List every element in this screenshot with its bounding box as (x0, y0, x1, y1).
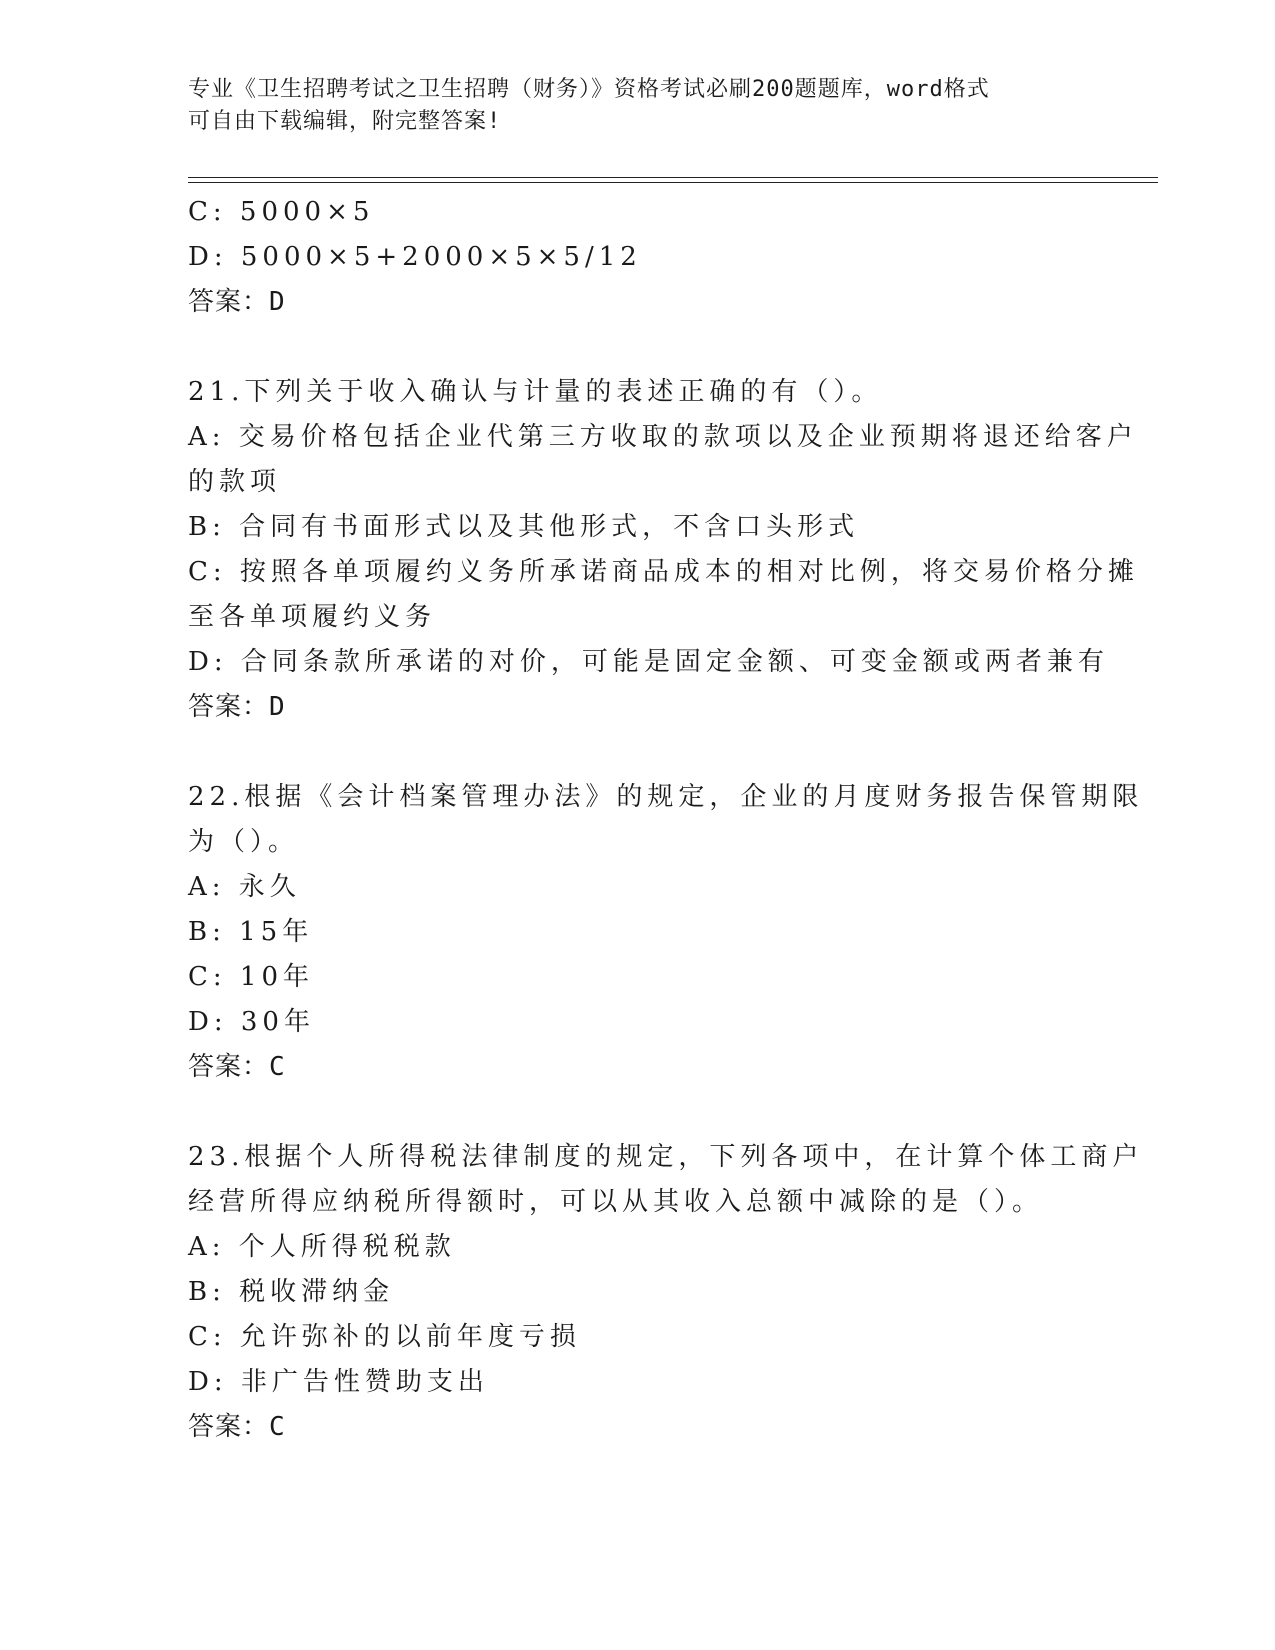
answer-line: 答案：C (188, 1052, 286, 1082)
option-a: A: 交易价格包括企业代第三方收取的款项以及企业预期将退还给客户 (188, 422, 1138, 452)
header-divider-top (188, 177, 1158, 178)
question-stem: 22.根据《会计档案管理办法》的规定，企业的月度财务报告保管期限 (188, 782, 1144, 812)
option-a-continued: 的款项 (188, 467, 282, 497)
spacer (188, 325, 1088, 370)
header-title-line-1: 专业《卫生招聘考试之卫生招聘（财务）》资格考试必刷200题题库，word格式 (188, 77, 990, 102)
document-header (188, 74, 1068, 138)
option-d: D: 30年 (188, 1007, 315, 1037)
question-stem: 21.下列关于收入确认与计量的表述正确的有（）。 (188, 377, 883, 407)
header-divider-bottom (188, 182, 1158, 183)
option-a: A: 永久 (188, 872, 301, 902)
option-c: C: 按照各单项履约义务所承诺商品成本的相对比例，将交易价格分摊 (188, 557, 1139, 587)
question-20-tail (188, 190, 1088, 325)
option-b: B: 15年 (188, 917, 314, 947)
question-stem-continued: 经营所得应纳税所得额时，可以从其收入总额中减除的是（）。 (188, 1187, 1044, 1217)
option-c-continued: 至各单项履约义务 (188, 602, 437, 632)
header-title-line-2: 可自由下载编辑，附完整答案! (188, 109, 502, 134)
option-b: B: 税收滞纳金 (188, 1277, 395, 1307)
question-22 (188, 775, 1144, 1090)
option-d: D: 合同条款所承诺的对价，可能是固定金额、可变金额或两者兼有 (188, 647, 1109, 677)
question-list (188, 190, 1144, 1450)
option-d: D: 非广告性赞助支出 (188, 1367, 489, 1397)
option-c: C: 5000×5 (188, 197, 375, 227)
option-d: D: 5000×5+2000×5×5/12 (188, 242, 642, 272)
answer-line: 答案：C (188, 1412, 286, 1442)
option-c: C: 10年 (188, 962, 315, 992)
answer-line: 答案：D (188, 692, 286, 722)
option-b: B: 合同有书面形式以及其他形式，不含口头形式 (188, 512, 860, 542)
answer-line: 答案：D (188, 287, 286, 317)
option-a: A: 个人所得税税款 (188, 1232, 456, 1262)
question-stem-continued: 为（）。 (188, 827, 300, 857)
question-stem: 23.根据个人所得税法律制度的规定，下列各项中，在计算个体工商户 (188, 1142, 1144, 1172)
question-23 (188, 1135, 1144, 1450)
option-c: C: 允许弥补的以前年度亏损 (188, 1322, 581, 1352)
spacer (188, 1090, 1088, 1135)
question-21 (188, 370, 1139, 730)
spacer (188, 730, 1088, 775)
